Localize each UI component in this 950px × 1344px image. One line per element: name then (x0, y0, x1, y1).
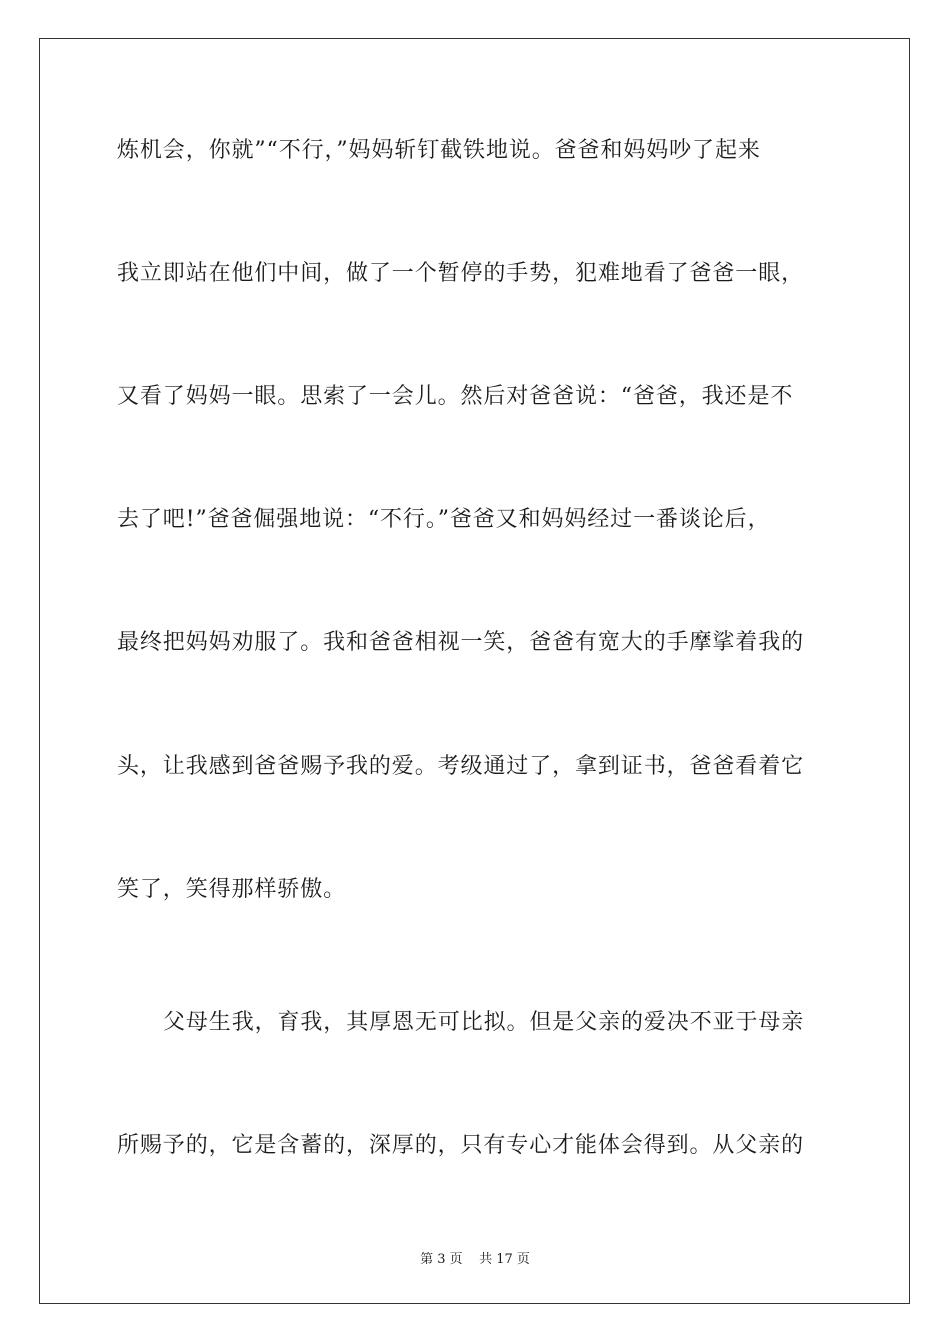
text-line-2: 我立即站在他们中间，做了一个暂停的手势，犯难地看了爸爸一眼， (117, 261, 805, 286)
text-line-7: 笑了，笑得那样骄傲。 (117, 877, 347, 902)
text-line-4: 去了吧!”爸爸倔强地说：“不行。”爸爸又和妈妈经过一番谈论后， (117, 507, 771, 532)
text-line-9: 所赐予的，它是含蓄的，深厚的，只有专心才能体会得到。从父亲的 (117, 1133, 805, 1158)
text-line-8-paragraph-start: 父母生我，育我，其厚恩无可比拟。但是父亲的爱决不亚于母亲 (163, 1010, 805, 1035)
text-line-1: 炼机会，你就”“不行，”妈妈斩钉截铁地说。爸爸和妈妈吵了起来 (117, 138, 761, 163)
text-line-5: 最终把妈妈劝服了。我和爸爸相视一笑，爸爸有宽大的手摩挲着我的 (117, 630, 805, 655)
page-border (39, 38, 910, 1304)
text-line-6: 头，让我感到爸爸赐予我的爱。考级通过了，拿到证书，爸爸看着它 (117, 754, 805, 779)
page-number-footer: 第 3 页 共 17 页 (420, 1252, 530, 1267)
text-line-3: 又看了妈妈一眼。思索了一会儿。然后对爸爸说：“爸爸，我还是不 (117, 384, 794, 409)
